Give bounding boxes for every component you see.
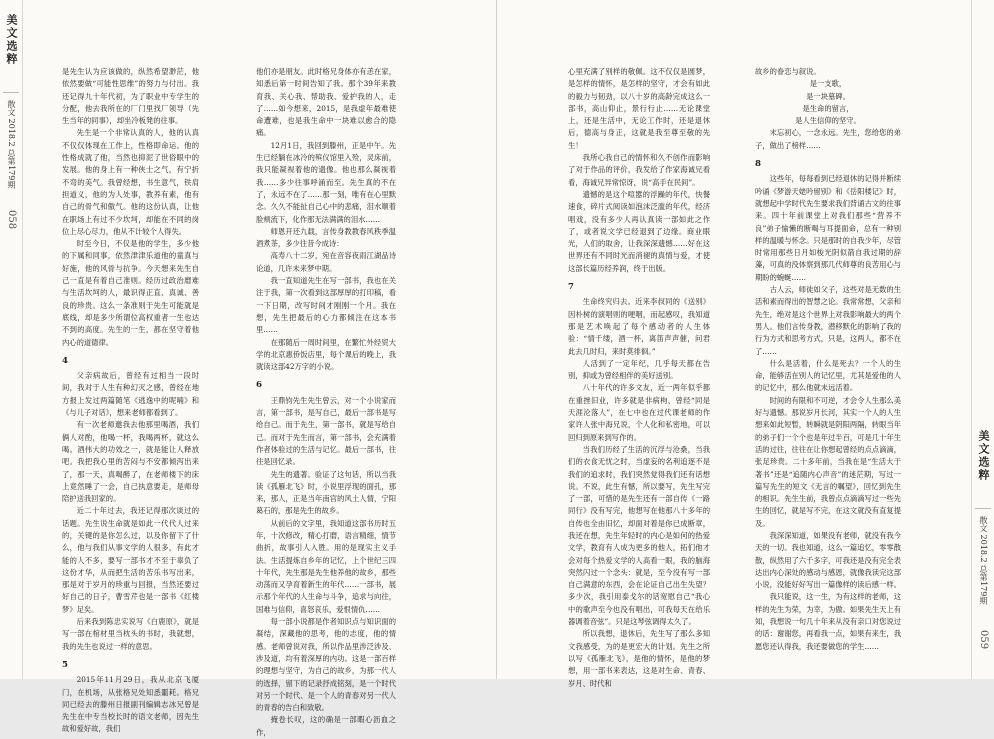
paragraph: 从前后的文字里，我知道这部书历时五年，十次修改，精心打磨，语言精细，情节曲折，故事引人入胜。用的是现实主义手法。生活提炼自乡年的记忆，上个世纪三四十年代，先生那是先生他养他的故乡，那些动荡而又孕育着新生的年代……一部书，展示那个年代的人生命与斗争，追求与向往，国难与信仰，喜怒哀乐，爱恨情仇…… [256,518,396,614]
paragraph: 在那随后一周时间里，在繁忙外经贸大学的北京惠侨饭店里，每个课后的晚上，我就读这部42万字的小说。 [256,337,396,372]
paragraph: 故乡的眷恋与叙说。 [755,67,821,76]
poem-line: 是一支歌， [809,79,847,89]
text-column-2 [256,66,396,739]
paragraph: 生命终究归去。近来李叔同的《送别》因朴树的演唱则的哽咽，而起感叹，我知道那是艺术唤起了每个感动者的人生体验：“情千缕，酒一杯，离笛声声催，问君此去几时归，来时莫徘徊。” [568,297,710,356]
poem-line: 是生命的留言， [802,103,854,113]
paragraph: 人活到了一定年纪，几乎每天都在告别，抑或为曾经相伴的美好送别。 [568,358,710,381]
paragraph: 近二十年过去，我还记得那次谈过的话题。先生说生命就是如此一代代人过来的，关键的是你怎么过，以及你留下了什么，他与我们从事文学的人很多，有此才能的人不多，要写一部书才不至于辜负了这份才华，从而把生活的苦乐书写出来，那是对于岁月的珍重与回报，当然还要过好自己的日子，曹雪芹也是一部书《红楼梦》足矣。 [62,506,199,614]
paragraph: 师恩开还九载，言传身教教春风秩季温酒煮茶，多少往昔今成诗： [256,226,396,249]
left-page [0,0,497,737]
paragraph: 我深深知道，如果没有老师，就没有我今天的一切。我也知道，这么一篇追忆，零零散散，纵然用了六千多字，可我还是没有完全表达出内心深处的感动与感恩，就像我读完这部小说，没能好好写出一篇像样的读后感一样。 [755,530,901,590]
paragraph: 古人云，师徒如父子，这些对是无数的生活和素而得出的智慧之论。我常常想，父亲和先生，绝对是这个世界上对我影响最大的两个男人。他们言传身教，潜移默化的影响了我的行为方式和思考方式，只是，这两人，都不在了…… [755,285,901,356]
paragraph: 先生是一个非常认真的人，他的认真不仅仅体现在工作上，性格即命运。他的性格成就了他，当然也抑泥了世俗眼中的发展。他的身上有一种侠士之气，有宁折不弯的美气。我曾经想，书生意气，铁肩担道义，他的为人处事，教养有素，他有自己的骨气和傲气。他的这份认真，让他在职场上有过不少坎坷，却能在不同的岗位上尽心尽力，他从不计较个人得失。 [62,128,199,236]
page-number: 059 [978,630,989,650]
page-number: 058 [6,210,17,230]
paragraph: 我所心我自己的情怀和久不创作而影响了对于作品的评价，我发给了作家海诚兄看看，海诚兄异常惊讶，说“高手在民间”。 [568,153,710,187]
folio-issue: 散文 2018.2 总第179期 [7,100,16,189]
paragraph: 是先生认为应该做的，纵然希望渺茫，他依然要做“可能性思维”的努力与付出。我还记得九十年代初，为了职业中专学生的分配，他去我所在的厂门里找厂领导（先生当年的同事），却坐冷板凳的往事。 [62,67,199,126]
folio-brand: 美文选粹 [977,430,990,482]
paragraph: 父亲病故后，曾经有过相当一段时间，我对于人生有种幻灭之感，曾经在地方报上发过两篇随笔《逃逸中的呢喃》和《与儿子对话》，想来老师都看到了。 [62,371,199,418]
paragraph: 有一次老师邀我去他那里喝酒，我们俩人对酌，他喝一杯，我喝两杯，就这么喝。酒伟大的功效之一，就是能让人释放吧。我把我心里的苦闷与不安都倾泻出来了，那一天，真喝醉了，在老师楼下的床上竟然睡了一会，自己执意要走，是师母陪护送我回家的。 [62,420,199,504]
paragraph: 当我们历经了生活的沉浮与沧桑，当我们的衣食无忧之时，当虚妄的名利追逐不是我们的追求时，我们突然觉得我们还有话想说。不说，此生有憾，所以要写，先生写完了一部，可惜的是先生还有一部自传《一路同行》没有写完，他想写在他那八十多年的自传也全由旧忆，却面对着是你已成断章，我还在想，先生年轻时的内心是如何的热爱文学，教育有人成为更多的他人，拓们他才会对每个热爱文学的人高看一眼，我的脑海突然闪过一个念头：就是，至今没有写一部自己满意的东西，会在论证自己出生失望？多少次，我引用泰戈尔的话宽慰自己“我心中的歌声至今也没有唱出，可我每天在给乐器调着音弦”。只是这琴弦调得太久了。 [568,444,710,627]
poem-line: 是人生信仰的坚守。 [795,116,861,126]
paragraph: 所以我想，退休后，先生写了那么多知文我感受，为的是更宏大的计划。先生之所以写《孤雁北飞》，是他的情怀，是他的梦想，用一部书来表达，这是对生命、青春、岁月、时代和 [568,629,710,688]
right-page [497,0,994,688]
right-folio [971,0,994,679]
section-number: 6 [256,380,262,391]
folio-divider [975,508,991,509]
folio-issue: 散文 2018.2 总第179期 [979,516,988,605]
text-column-1 [62,66,199,736]
paragraph: 时间的有限和不可逆，才会令人生那么美好与遗憾。那说岁月长河，其实一个人的人生想来如此短暂，转瞬就是阴阳两隔，转眼当年的弟子们一个个也是年过半百，可是几十年生活的过往，往往在让你想起曾经的点点滴滴，张足珍贵。二十多年前，当我在是“生活大于著书”还是“追随内心声音”的迷茫期，写过一篇写先生的短文《无言的嘱望》，回忆到先生的相识。先生生前，我曾点点滴滴写过一些先生的回忆，就是写不完，在这文就没有直复提及。 [755,395,901,528]
paragraph: 2015年11月29日，我从北京飞厦门，在机场，从张格兄处知悉噩耗。格兄同已经去的滕州日报副刊编辑志冰兄曾是先生在中专当校长时的语文老师，因先生故和爱好故，我们 [62,675,199,734]
paragraph: 每一部小说都是作者知识点与知识面的凝结，深藏他的思考，他的志度，他的情感。老师曾说对我，所以作品里涉泛涉及、涉及道，均有着深厚的内功。这是一部百样的理想与坚守，为自己的故乡，为那一代人的选择，留下的记录抒成铭刻，是一个时代对另一个时代、是一个人的青春对另一代人的青春的告白和致敬。 [256,617,396,713]
folio-divider [3,92,19,93]
paragraph: 12月1日，我回到滕州，正是中午。先生已经躺在冰冷的殡仪馆里入殓，灵床前，我只能凝视着他的遗像。他也那么凝视着我……多少往事呼涌而至。先生真的不在了，永远不在了……那一刻，唯有在心里默念。久久不能扯自己心中的悲痛，泪水顺着脸颊流下，化作那无法满满的泪水…… [256,140,396,224]
paragraph: 什么是活着，什么是死去？一个人的生命，能够活在别人的记忆里，尤其是爱他的人的记忆中，那么他就未远活着。 [755,358,901,393]
paragraph: 后来我到陈忠实说写《白鹿原》，就是写一部在棺材里当枕头的书时，我就想，我的先生也说过一样的意思。 [62,617,199,651]
paragraph: 心里充满了别样的敬佩。这不仅仅是圆梦，是怎样的情怀，是怎样的坚守，才会有如此的毅力与韧劲，以八十岁的高龄完成这么一部书，高山仰止，景行行止……无论课堂上，还是生活中，无论工作时，还是退休后，德高与身正，这就是我至尊至敬的先生！ [568,67,710,150]
paragraph: 先生的遗著。验证了这句话，所以当我读《孤雁北飞》时，小说里浮现的面孔，那来，那人，正是当年南宫的风土人情，宁阳葛石的，那是先生的故乡。 [256,469,396,516]
poem-line: 高寿八十二岁，宛在音容夜雨江湖品诗论道，几许未来梦中期。 [256,251,396,273]
paragraph: 这些年，每每看到已经退休的记得并断续吟诵《梦游天姥吟留别》和《岳阳楼记》时，就想起中学时代先生要求我们背诵古文的往事来。四十年前课堂上对我们那些“营养不良”弟子愉懒的断喝与耳提面命，总有一种别样的温暖与怀念。只是那时的自我少年，尽管时常用那些日月如梭光阴似箭自我过期的辞藻，可真的没体察到那几代师尊的良苦用心与期盼的蜿蜒…… [755,174,901,282]
paragraph: 遗憾的是这个喧嚣的浮躁的年代，快餐速食，碎片式阅读如泡沫泛滥的年代，经济唱戏，没有多少人再认真读一部如此之作了，或者说文学已经退到了边缘。商业眼光，人们的取舍，让我深深遗憾……好在这世界还有不同时光而消褪的真情与爱，才使这部长篇历经养润，终于出版。 [568,189,710,273]
paragraph: 末忘初心，一念永远。先生，您给您的弟子，做出了榜样…… [755,128,901,150]
left-folio [0,0,23,679]
text-column-4 [755,66,901,653]
folio-brand: 美文选粹 [5,14,18,66]
paragraph: 时至今日，不仅是他的学生，多少他的下属和同事，依然津津乐道他的童真与好施，他的风骨与抗争。今天想来先生自己一直是有着自己准则。经历过政治磨难与生活坎坷的人，最识得正直、真诚、善良的珍贵。这么一条准则于先生可能就是底线，却是多少所谓位高权重者一生也达不到的高度。先生的一生，都在坚守着他内心的道德律。 [62,239,199,347]
poem-line: 是一块墓碑。 [806,91,850,101]
section-number: 7 [568,282,574,293]
paragraph: 我一直知道先生在写一部书，我也在关注于我，第一次看到这部厚厚的打印稿，看一下日期，改写时间才刚刚一个月。我在想，先生把最后的心力都倾注在这本书里…… [256,276,396,335]
section-number: 8 [755,159,761,170]
paragraph: 八十年代的许多文友，近一两年似乎都在重挫旧业，许多就是非病枸，曾经“同是天涯沦落人”，在七中也在过代课老师的作家许人张中海兄说，个人化和私密地，可以回归到原来到写作的。 [568,383,710,442]
text-column-3 [568,66,710,690]
paragraph: 他们亦是朋友。此时格兄身体亦有恙在家，知悉后第一时间告知了我。那个39年来教育我、关心我、帮助我、爱护我的人，走了……如今想来，2015，是我虚年最难使命遭难，也是我生命中一块难以愈合的隐痛。 [256,67,396,138]
section-number: 5 [62,659,68,670]
paragraph: 王鼎钧先生先生曾云，对一个小说家而言，第一部书，是写自己，最后一部书是写给自己。而于先生，第一部书，就是写给自己。而对于先生而言，第一部书，会充满着作者体验过的生活与记忆。最后一部书，往往是回忆录。 [256,395,396,467]
paragraph: 我只能说，这一生，为有这样的老师，这样的先生为荣，为幸，为傲。如果先生天上有知，我想说一句几十年来从没有亲口对您说过的话：谢谢您，再看我一点，如果有来生，我愿您还认得我，我还要做您的学生…… [755,592,901,651]
paragraph: 掩卷长叹，这的确是一部暇心沥血之作， [256,715,396,737]
section-number: 4 [62,355,68,366]
